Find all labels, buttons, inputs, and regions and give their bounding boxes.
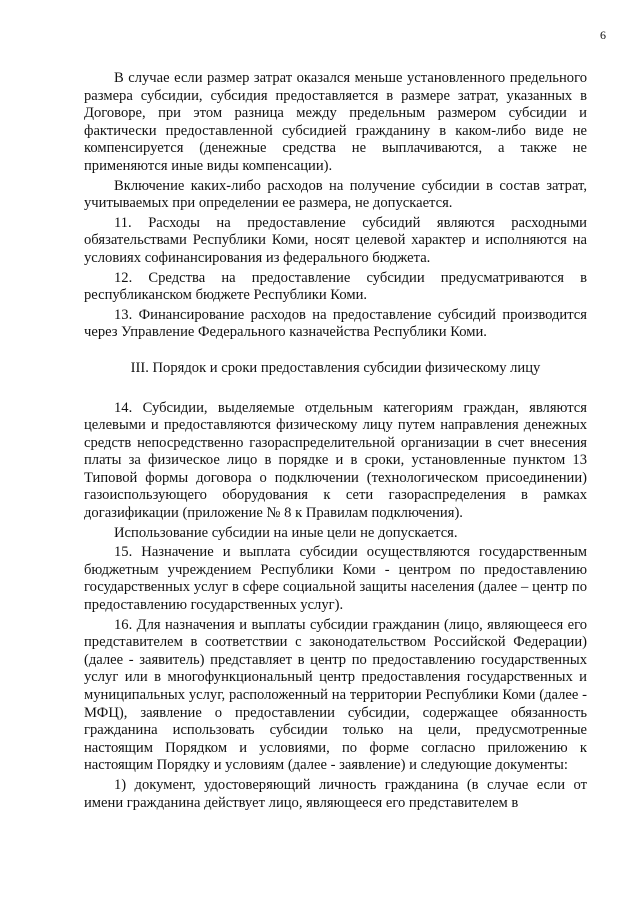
paragraph: Использование субсидии на иные цели не допускается. (114, 524, 458, 541)
page-number: 6 (600, 28, 606, 42)
section-heading: III. Порядок и сроки предоставления субсидии физическому лицу (130, 359, 541, 376)
paragraph: В случае если размер затрат оказался меньше установленного предельного размера субсидии, субсидия предоставляется в размере затрат, указанных в Договоре, при этом разница между предельным размером субсидии и фактически предоставленной субсидией гражданину в каком-либо виде не компенсируется (денежные средства не выплачиваются, а также не применяются иные виды компенсации). (84, 70, 587, 174)
paragraph: 16. Для назначения и выплаты субсидии гражданин (лицо, являющееся его представителем в соответствии с законодательством Российской Федерации) (далее - заявитель) представляет в центр по предоставлению государственных услуг или в многофункциональный центр предоставления государственных и муниципальных услуг, расположенный на территории Республики Коми (далее - МФЦ), заявление о предоставлении субсидии, содержащее обязанность гражданина использовать субсидии только на цели, предусмотренные настоящим Порядком и условиями, по форме согласно приложению к настоящим Порядку и условиям (далее - заявление) и следующие документы: (84, 616, 587, 774)
paragraph: 15. Назначение и выплата субсидии осуществляются государственным бюджетным учреждением Республики Коми - центром по предоставлению государственных услуг в сфере социальной защиты населения (далее – центр по предоставлению государственных услуг). (84, 544, 587, 614)
document-body (84, 70, 587, 814)
paragraph: 13. Финансирование расходов на предоставление субсидий производится через Управление Федерального казначейства Республики Коми. (84, 306, 587, 341)
paragraph: 1) документ, удостоверяющий личность гражданина (в случае если от имени гражданина действует лицо, являющееся его представителем в (84, 776, 587, 811)
paragraph: 14. Субсидии, выделяемые отдельным категориям граждан, являются целевыми и предоставляются физическому лицу путем направления денежных средств непосредственно газораспределительной организации в счет внесения платы за физическое лицо в порядке и в сроки, установленные пунктом 13 Типовой формы договора о подключении (технологическом присоединении) газоиспользующего оборудования к сети газораспределения в рамках догазификации (приложение № 8 к Правилам подключения). (84, 399, 587, 522)
paragraph: 11. Расходы на предоставление субсидий являются расходными обязательствами Республики Коми, носят целевой характер и исполняются на условиях софинансирования из федерального бюджета. (84, 214, 587, 266)
paragraph: Включение каких-либо расходов на получение субсидии в состав затрат, учитываемых при определении ее размера, не допускается. (84, 177, 587, 212)
paragraph: 12. Средства на предоставление субсидии предусматриваются в республиканском бюджете Республики Коми. (84, 269, 587, 304)
